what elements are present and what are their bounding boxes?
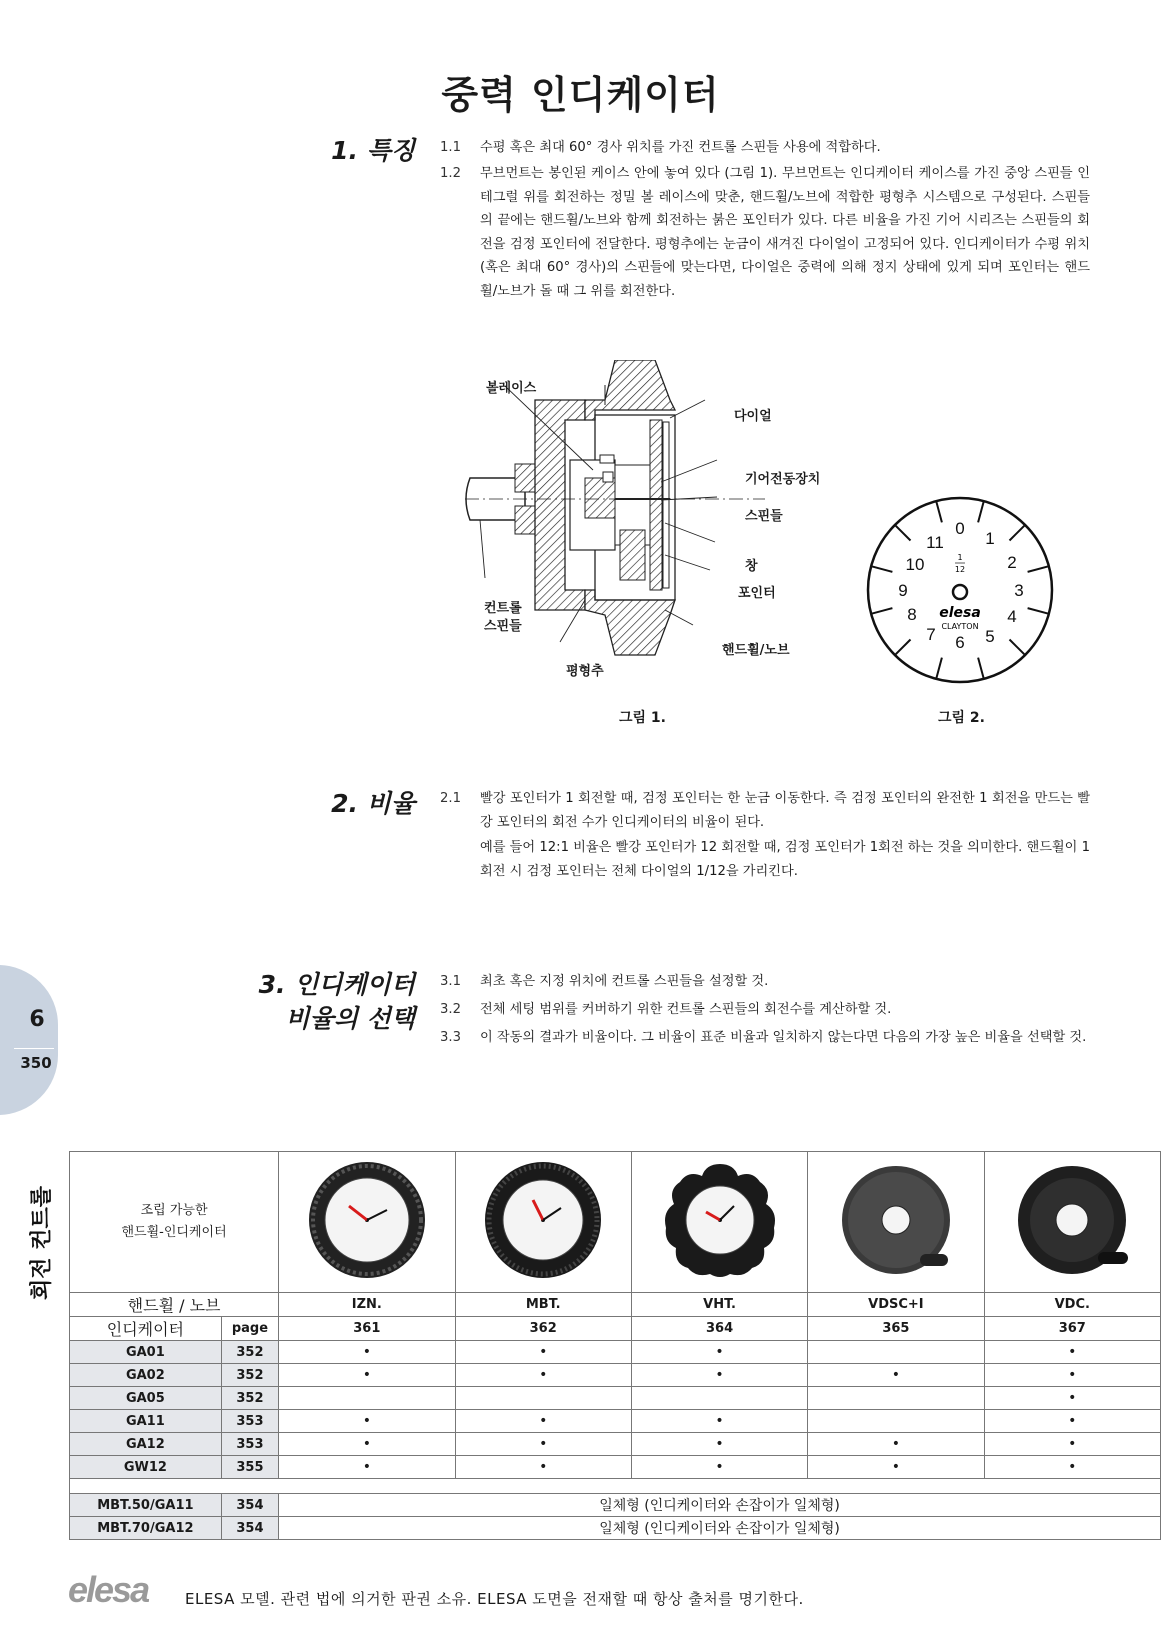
figure1-caption: 그림 1. bbox=[619, 710, 666, 726]
compat-mark: • bbox=[279, 1410, 455, 1433]
compat-mark: • bbox=[984, 1387, 1160, 1410]
compatibility-table bbox=[69, 1151, 1161, 1540]
list-item bbox=[440, 136, 1090, 160]
item-text: 수평 혹은 최대 60° 경사 위치를 가진 컨트롤 스핀들 사용에 적합하다. bbox=[480, 140, 881, 155]
compat-mark: • bbox=[279, 1364, 455, 1387]
chapter-vertical-title bbox=[20, 1168, 60, 1318]
footer-notice: ELESA 모델. 관련 법에 의거한 판권 소유. ELESA 도면을 전재할 때 항상 출처를 명기한다. bbox=[185, 1590, 804, 1608]
table-row bbox=[70, 1341, 1161, 1364]
compat-mark: • bbox=[279, 1433, 455, 1456]
figure2-caption: 그림 2. bbox=[938, 710, 985, 726]
row-label-handwheel: 핸드휠 / 노브 bbox=[70, 1293, 279, 1317]
table-row-integrated bbox=[70, 1494, 1161, 1517]
compat-mark bbox=[631, 1387, 807, 1410]
handwheel-icon bbox=[836, 1160, 956, 1280]
indicator-code: GA05 bbox=[70, 1387, 222, 1410]
integrated-code: MBT.50/GA11 bbox=[70, 1494, 222, 1517]
compat-mark: • bbox=[631, 1456, 807, 1479]
compat-mark: • bbox=[984, 1410, 1160, 1433]
elesa-logo bbox=[68, 1570, 173, 1610]
logo-text: elesa bbox=[68, 1570, 149, 1610]
integrated-code: MBT.70/GA12 bbox=[70, 1517, 222, 1540]
compat-mark: • bbox=[279, 1456, 455, 1479]
compat-mark: • bbox=[808, 1456, 984, 1479]
integrated-page: 354 bbox=[221, 1517, 278, 1540]
indicator-code: GA12 bbox=[70, 1433, 222, 1456]
item-text: 무브먼트는 봉인된 케이스 안에 놓여 있다 (그림 1). 무브먼트는 인디케이터 케이스를 가진 중앙 스핀들 인테그럴 위를 회전하는 정밀 볼 레이스에 맞춘, 핸드휠/노브에 적합한 평형추 시스템으로 구성된다. 스핀들의 끝에는 핸드휠/노브와 함께 회전하는 붉은 포인터가 있다. 다른 비율을 가진 기어 시리즈는 스핀들의 회전을 검정 포인터에 전달한다. 평형추에는 눈금이 새겨진 다이얼이 고정되어 있다. 인디케이터가 수평 위치 (혹은 최대 60° 경사)의 스핀들에 맞는다면, 다이얼은 중력에 의해 정지 상태에 있게 되며 포인터는 핸드휠/노브가 돌 때 그 위를 회전한다. bbox=[480, 166, 1090, 299]
product-page: 362 bbox=[455, 1317, 631, 1341]
compat-mark bbox=[808, 1387, 984, 1410]
item-text: 최초 혹은 지정 위치에 컨트롤 스핀들을 설정할 것. bbox=[480, 974, 769, 989]
label-pointer: 포인터 bbox=[738, 586, 776, 601]
item-text: 빨강 포인터가 1 회전할 때, 검정 포인터는 한 눈금 이동한다. 즉 검정 포인터의 완전한 1 회전을 만드는 빨강 포인터의 회전 수가 인디케이터의 비율이 된다. bbox=[480, 791, 1090, 830]
table-header-label bbox=[70, 1152, 279, 1293]
item-number: 3.3 bbox=[440, 1030, 461, 1045]
compat-mark bbox=[808, 1341, 984, 1364]
compat-mark: • bbox=[808, 1364, 984, 1387]
dial-number: 6 bbox=[955, 633, 965, 652]
dial-fraction-bottom: 12 bbox=[954, 565, 966, 574]
indicator-code: GA11 bbox=[70, 1410, 222, 1433]
item-number: 1.1 bbox=[440, 140, 461, 155]
tab-divider bbox=[14, 1048, 54, 1049]
compat-mark: • bbox=[279, 1341, 455, 1364]
dial-number: 8 bbox=[907, 605, 917, 624]
label-window: 창 bbox=[745, 559, 758, 574]
indicator-page: 352 bbox=[221, 1387, 278, 1410]
section-heading-selection-line2: 비율의 선택 bbox=[285, 1004, 415, 1033]
product-page: 367 bbox=[984, 1317, 1160, 1341]
compat-mark: • bbox=[631, 1410, 807, 1433]
compat-mark: • bbox=[455, 1456, 631, 1479]
row-label-indicator: 인디케이터 bbox=[70, 1317, 222, 1341]
label-control-line2: 스핀들 bbox=[484, 619, 522, 634]
label-control-line1: 컨트롤 bbox=[484, 601, 522, 616]
indicator-page: 353 bbox=[221, 1410, 278, 1433]
product-image-vdsc bbox=[808, 1152, 984, 1293]
table-row bbox=[70, 1410, 1161, 1433]
compat-mark: • bbox=[631, 1364, 807, 1387]
indicator-page: 355 bbox=[221, 1456, 278, 1479]
section-heading-ratio: 2. 비율 bbox=[331, 789, 415, 818]
dial-sub-brand: CLAYTON bbox=[941, 622, 979, 631]
indicator-page: 352 bbox=[221, 1341, 278, 1364]
compat-mark: • bbox=[631, 1341, 807, 1364]
item-number: 2.1 bbox=[440, 791, 461, 806]
label-ball-race: 볼레이스 bbox=[486, 381, 537, 396]
compat-mark bbox=[279, 1387, 455, 1410]
item-number: 3.1 bbox=[440, 974, 461, 989]
dial-number: 9 bbox=[898, 581, 908, 600]
table-row bbox=[70, 1456, 1161, 1479]
indicator-code: GA02 bbox=[70, 1364, 222, 1387]
table-row bbox=[70, 1364, 1161, 1387]
indicator-page: 352 bbox=[221, 1364, 278, 1387]
chapter-vertical-title-text: 회전 컨트롤 bbox=[29, 1186, 55, 1300]
compat-mark: • bbox=[984, 1433, 1160, 1456]
dial-number: 10 bbox=[905, 555, 925, 574]
label-handwheel: 핸드휠/노브 bbox=[722, 643, 790, 658]
product-code: VHT. bbox=[631, 1293, 807, 1317]
section-heading-selection-line1: 3. 인디케이터 bbox=[258, 970, 415, 999]
product-page: 361 bbox=[279, 1317, 455, 1341]
list-item bbox=[440, 970, 1090, 994]
product-image-vht bbox=[631, 1152, 807, 1293]
handwheel-icon bbox=[1012, 1160, 1132, 1280]
section-heading-features: 1. 특징 bbox=[331, 136, 415, 165]
product-code: MBT. bbox=[455, 1293, 631, 1317]
header-label-line1: 조립 가능한 bbox=[140, 1203, 208, 1218]
integrated-text: 일체형 (인디케이터와 손잡이가 일체형) bbox=[279, 1517, 1161, 1540]
list-item bbox=[440, 1026, 1090, 1050]
page-title: 중력 인디케이터 bbox=[441, 73, 720, 117]
compat-mark: • bbox=[984, 1364, 1160, 1387]
label-counterweight: 평형추 bbox=[566, 664, 604, 679]
integrated-text: 일체형 (인디케이터와 손잡이가 일체형) bbox=[279, 1494, 1161, 1517]
compat-mark: • bbox=[455, 1433, 631, 1456]
label-spindle: 스핀들 bbox=[745, 509, 783, 524]
header-label-line2: 핸드휠-인디케이터 bbox=[121, 1225, 227, 1240]
list-item bbox=[440, 787, 1090, 834]
compat-mark bbox=[455, 1387, 631, 1410]
product-code: IZN. bbox=[279, 1293, 455, 1317]
list-item bbox=[440, 162, 1090, 303]
chapter-tab bbox=[0, 965, 58, 1115]
dial-fraction-top: 1 bbox=[957, 553, 963, 562]
label-gear: 기어전동장치 bbox=[745, 472, 821, 487]
dial-number: 5 bbox=[985, 627, 995, 646]
product-page: 364 bbox=[631, 1317, 807, 1341]
product-code: VDSC+I bbox=[808, 1293, 984, 1317]
dial-number: 7 bbox=[926, 625, 936, 644]
chapter-number: 6 bbox=[29, 1007, 45, 1032]
compat-mark: • bbox=[455, 1341, 631, 1364]
label-dial: 다이얼 bbox=[734, 409, 772, 424]
dial-number: 4 bbox=[1007, 607, 1017, 626]
indicator-code: GA01 bbox=[70, 1341, 222, 1364]
dial-number: 0 bbox=[955, 519, 965, 538]
indicator-page: 353 bbox=[221, 1433, 278, 1456]
compat-mark: • bbox=[808, 1433, 984, 1456]
list-item bbox=[440, 836, 1090, 883]
compat-mark: • bbox=[984, 1341, 1160, 1364]
product-image-mbt bbox=[455, 1152, 631, 1293]
integrated-page: 354 bbox=[221, 1494, 278, 1517]
product-image-vdc bbox=[984, 1152, 1160, 1293]
compat-mark: • bbox=[984, 1456, 1160, 1479]
table-row bbox=[70, 1387, 1161, 1410]
dial-brand: elesa bbox=[939, 605, 981, 621]
dial-number: 1 bbox=[985, 529, 995, 548]
list-item bbox=[440, 998, 1090, 1022]
knob-icon bbox=[483, 1160, 603, 1280]
dial-number: 11 bbox=[926, 533, 944, 552]
product-code: VDC. bbox=[984, 1293, 1160, 1317]
dial-number: 2 bbox=[1007, 553, 1017, 572]
page-column-label: page bbox=[221, 1317, 278, 1341]
item-text: 이 작동의 결과가 비율이다. 그 비율이 표준 비율과 일치하지 않는다면 다음의 가장 높은 비율을 선택할 것. bbox=[480, 1030, 1087, 1045]
item-text: 전체 세팅 범위를 커버하기 위한 컨트롤 스핀들의 회전수를 계산하할 것. bbox=[480, 1002, 892, 1017]
compat-mark bbox=[808, 1410, 984, 1433]
knob-icon bbox=[307, 1160, 427, 1280]
product-page: 365 bbox=[808, 1317, 984, 1341]
compat-mark: • bbox=[455, 1410, 631, 1433]
dial-number: 3 bbox=[1014, 581, 1024, 600]
table-row bbox=[70, 1433, 1161, 1456]
table-row-integrated bbox=[70, 1517, 1161, 1540]
figure-dial bbox=[865, 495, 1055, 685]
page-number: 350 bbox=[20, 1054, 52, 1072]
compat-mark: • bbox=[631, 1433, 807, 1456]
item-number: 3.2 bbox=[440, 1002, 461, 1017]
indicator-code: GW12 bbox=[70, 1456, 222, 1479]
lobed-knob-icon bbox=[660, 1160, 780, 1280]
item-number: 1.2 bbox=[440, 166, 461, 181]
item-text: 예를 들어 12:1 비율은 빨강 포인터가 12 회전할 때, 검정 포인터가 1회전 하는 것을 의미한다. 핸드휠이 1 회전 시 검정 포인터는 전체 다이얼의 1/12을 가리킨다. bbox=[480, 840, 1090, 879]
product-image-izn bbox=[279, 1152, 455, 1293]
compat-mark: • bbox=[455, 1364, 631, 1387]
